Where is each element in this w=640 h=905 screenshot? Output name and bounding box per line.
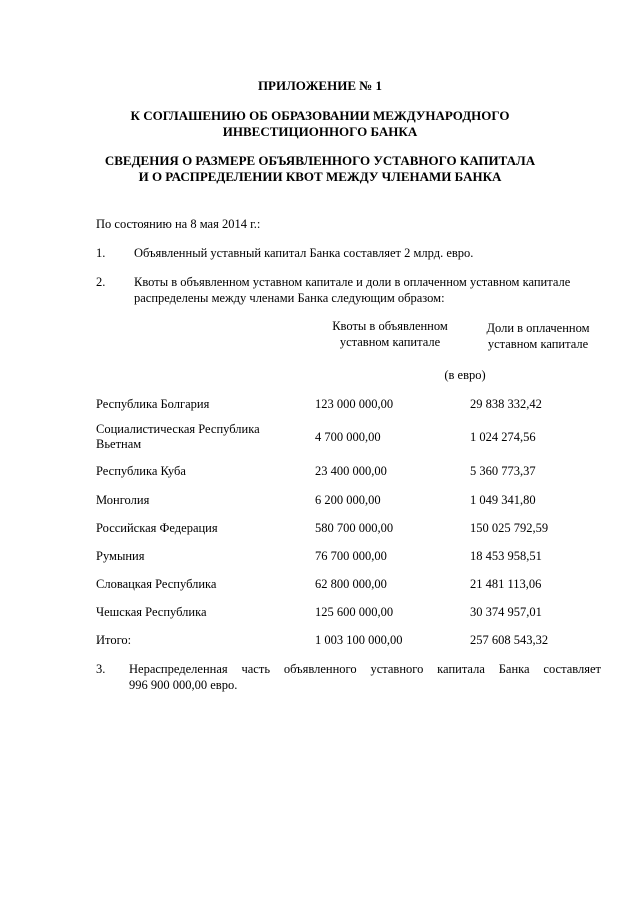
as-of-date: По состоянию на 8 мая 2014 г.: — [96, 217, 261, 231]
table-row-country: Словацкая Республика — [96, 577, 217, 591]
table-row-country: Республика Болгария — [96, 397, 210, 411]
table-row-country: Монголия — [96, 493, 150, 507]
table-row-quota: 23 400 000,00 — [315, 464, 387, 478]
table-row-quota: 4 700 000,00 — [315, 430, 381, 444]
table-total-label: Итого: — [96, 633, 132, 647]
table-row-share: 1 049 341,80 — [470, 493, 536, 507]
item-1-number: 1. — [96, 246, 106, 260]
item-3-number: 3. — [96, 662, 106, 676]
item-3-text-line1: Нераспределенная часть объявленного уставного капитала Банка составляет — [129, 662, 601, 676]
table-row-quota: 125 600 000,00 — [315, 605, 394, 619]
subject-title-line2: И О РАСПРЕДЕЛЕНИИ КВОТ МЕЖДУ ЧЛЕНАМИ БАНКА — [138, 169, 502, 184]
table-row-share: 18 453 958,51 — [470, 549, 542, 563]
item-2-text-line1: Квоты в объявленном уставном капитале и доли в оплаченном уставном капитале — [134, 275, 571, 289]
item-3-text-line2: 996 900 000,00 евро. — [129, 678, 238, 692]
table-row-share: 5 360 773,37 — [470, 464, 536, 478]
agreement-title-line2: ИНВЕСТИЦИОННОГО БАНКА — [222, 124, 418, 139]
table-row-country: Чешская Республика — [96, 605, 207, 619]
table-row-share: 150 025 792,59 — [470, 521, 549, 535]
col-header-share-line1: Доли в оплаченном — [486, 321, 590, 335]
table-row-quota: 76 700 000,00 — [315, 549, 387, 563]
table-row-country: Социалистическая Республика — [96, 422, 260, 436]
table-row-share: 21 481 113,06 — [470, 577, 542, 591]
col-header-share-line2: уставном капитале — [487, 337, 589, 351]
table-row-quota: 6 200 000,00 — [315, 493, 381, 507]
table-row-country-line2: Вьетнам — [96, 437, 142, 451]
table-row-country: Российская Федерация — [96, 521, 218, 535]
subject-title-line1: СВЕДЕНИЯ О РАЗМЕРЕ ОБЪЯВЛЕННОГО УСТАВНОГО КАПИТАЛА — [104, 153, 536, 168]
col-header-quota-line1: Квоты в объявленном — [332, 319, 448, 333]
item-2-text-line2: распределены между членами Банка следующим образом: — [134, 291, 445, 305]
table-total-quota: 1 003 100 000,00 — [315, 633, 403, 647]
table-total-share: 257 608 543,32 — [470, 633, 549, 647]
item-2-number: 2. — [96, 275, 106, 289]
agreement-title-line1: К СОГЛАШЕНИЮ ОБ ОБРАЗОВАНИИ МЕЖДУНАРОДНОГО — [130, 108, 510, 123]
col-header-quota-line2: уставном капитале — [339, 335, 441, 349]
appendix-title: ПРИЛОЖЕНИЕ № 1 — [257, 78, 383, 93]
item-1-text: Объявленный уставный капитал Банка составляет 2 млрд. евро. — [134, 246, 474, 260]
table-row-quota: 62 800 000,00 — [315, 577, 387, 591]
table-row-quota: 123 000 000,00 — [315, 397, 394, 411]
table-row-share: 30 374 957,01 — [470, 605, 542, 619]
table-row-share: 29 838 332,42 — [470, 397, 542, 411]
table-row-share: 1 024 274,56 — [470, 430, 536, 444]
unit-label: (в евро) — [444, 368, 486, 382]
table-row-quota: 580 700 000,00 — [315, 521, 394, 535]
table-row-country: Румыния — [96, 549, 145, 563]
table-row-country: Республика Куба — [96, 464, 186, 478]
